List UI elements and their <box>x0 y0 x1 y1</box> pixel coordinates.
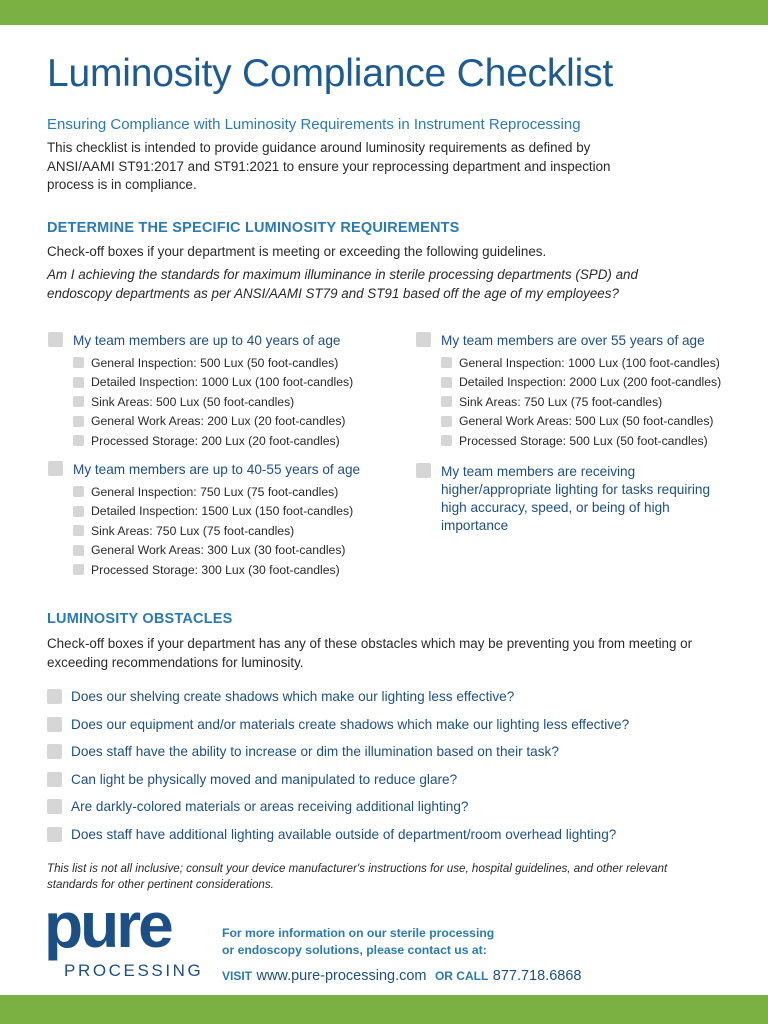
sub-requirement-label: Detailed Inspection: 2000 Lux (200 foot-candles) <box>459 375 722 390</box>
group-label: My team members are over 55 years of age <box>441 333 705 348</box>
sub-requirement[interactable] <box>441 373 721 393</box>
footnote: This list is not all inclusive; consult your device manufacturer's instructions for use, hospital guidelines, and other relevant standards for other pertinent considerations. <box>47 862 668 891</box>
sub-requirement-label: Processed Storage: 500 Lux (50 foot-candles) <box>459 433 708 448</box>
checkbox[interactable] <box>73 377 84 388</box>
checkbox[interactable] <box>47 717 62 732</box>
sub-requirement-label: General Inspection: 500 Lux (50 foot-candles) <box>91 355 339 370</box>
sub-requirement[interactable] <box>73 502 360 522</box>
sub-requirement[interactable] <box>73 521 360 541</box>
obstacle-item[interactable] <box>47 793 629 821</box>
contact-details <box>222 967 581 985</box>
sub-requirement[interactable] <box>73 482 360 502</box>
page-title: Luminosity Compliance Checklist <box>47 52 614 95</box>
top-accent-bar <box>0 0 768 25</box>
page-subtitle: Ensuring Compliance with Luminosity Requirements in Instrument Reprocessing <box>47 116 581 133</box>
checkbox[interactable] <box>73 564 84 575</box>
obstacle-item[interactable] <box>47 766 629 794</box>
checkbox[interactable] <box>416 463 431 478</box>
logo-wordmark: pure <box>44 889 171 961</box>
sub-requirement-label: Detailed Inspection: 1000 Lux (100 foot-candles) <box>91 375 354 390</box>
obstacle-item[interactable] <box>47 738 629 766</box>
obstacles-instruction: Check-off boxes if your department has any of these obstacles which may be preventing you from meeting or exceeding recommendations for luminosity. <box>47 636 693 670</box>
sub-requirement[interactable] <box>73 373 353 393</box>
sub-requirement[interactable] <box>441 353 721 373</box>
sub-requirement-label: Processed Storage: 300 Lux (30 foot-candles) <box>91 562 340 577</box>
sub-requirement[interactable] <box>73 412 353 432</box>
checkbox[interactable] <box>47 772 62 787</box>
sub-requirement[interactable] <box>441 392 721 412</box>
obstacle-label: Does staff have additional lighting available outside of department/room overhead lighting? <box>71 826 617 842</box>
logo-subtext: PROCESSING <box>64 961 204 980</box>
checkbox[interactable] <box>73 545 84 556</box>
group-checkbox-row[interactable] <box>48 332 353 350</box>
group-checkbox-row[interactable] <box>48 461 360 479</box>
sub-requirement-label: General Work Areas: 200 Lux (20 foot-candles) <box>91 414 346 429</box>
requirement-group-40-55 <box>48 461 360 580</box>
sub-requirement-label: Detailed Inspection: 1500 Lux (150 foot-candles) <box>91 504 354 519</box>
sub-requirement[interactable] <box>73 541 360 561</box>
sub-requirement[interactable] <box>73 560 360 580</box>
intro-paragraph: This checklist is intended to provide guidance around luminosity requirements as defined by ANSI/AAMI ST91:2017 and ST91:2021 to ensure your reprocessing department and inspection process is in compliance. <box>47 140 611 192</box>
sub-requirement-list <box>73 353 353 451</box>
sub-requirement-label: Sink Areas: 750 Lux (75 foot-candles) <box>91 523 295 538</box>
phone-number[interactable]: 877.718.6868 <box>492 968 582 984</box>
contact-line-1: For more information on our sterile processing <box>222 926 495 940</box>
requirements-question: Am I achieving the standards for maximum illuminance in sterile processing departments (SPD) and endoscopy departments as per ANSI/AAMI ST79 and ST91 based off the age of my employees? <box>47 267 638 301</box>
sub-requirement-label: General Work Areas: 300 Lux (30 foot-candles) <box>91 543 346 558</box>
group-label: My team members are receiving higher/appropriate lighting for tasks requiring high accuracy, speed, or being of high importance <box>441 464 711 533</box>
call-label: OR CALL <box>434 969 489 983</box>
checkbox[interactable] <box>441 416 452 427</box>
obstacle-item[interactable] <box>47 711 629 739</box>
group-checkbox-row[interactable] <box>416 463 736 535</box>
checkbox[interactable] <box>416 332 431 347</box>
visit-label: VISIT <box>222 969 253 983</box>
sub-requirement-label: General Work Areas: 500 Lux (50 foot-candles) <box>459 414 714 429</box>
checkbox[interactable] <box>441 377 452 388</box>
group-label: My team members are up to 40-55 years of age <box>73 462 361 477</box>
checkbox[interactable] <box>441 396 452 407</box>
bottom-accent-bar <box>0 995 768 1024</box>
sub-requirement-label: Processed Storage: 200 Lux (20 foot-candles) <box>91 433 340 448</box>
obstacles-heading: LUMINOSITY OBSTACLES <box>47 611 233 627</box>
checkbox[interactable] <box>73 435 84 446</box>
checkbox[interactable] <box>73 486 84 497</box>
checkbox[interactable] <box>47 744 62 759</box>
checkbox[interactable] <box>441 435 452 446</box>
checkbox[interactable] <box>48 461 63 476</box>
sub-requirement[interactable] <box>73 353 353 373</box>
checkbox[interactable] <box>73 396 84 407</box>
group-label: My team members are up to 40 years of age <box>73 333 341 348</box>
sub-requirement[interactable] <box>73 392 353 412</box>
obstacle-label: Does our equipment and/or materials create shadows which make our lighting less effective? <box>71 716 630 732</box>
sub-requirement-list <box>73 482 360 580</box>
obstacle-item[interactable] <box>47 683 629 711</box>
contact-line-2: or endoscopy solutions, please contact us at: <box>222 943 487 957</box>
requirement-group-high-accuracy-lighting <box>416 463 736 535</box>
checkbox[interactable] <box>47 827 62 842</box>
checkbox[interactable] <box>73 506 84 517</box>
obstacle-item[interactable] <box>47 821 629 849</box>
sub-requirement-label: General Inspection: 1000 Lux (100 foot-candles) <box>459 355 720 370</box>
sub-requirement-label: Sink Areas: 750 Lux (75 foot-candles) <box>459 394 663 409</box>
obstacle-label: Does our shelving create shadows which make our lighting less effective? <box>71 689 515 705</box>
obstacle-label: Does staff have the ability to increase or dim the illumination based on their task? <box>71 744 559 760</box>
obstacle-label: Are darkly-colored materials or areas receiving additional lighting? <box>71 799 469 815</box>
checkbox[interactable] <box>73 416 84 427</box>
requirements-heading: DETERMINE THE SPECIFIC LUMINOSITY REQUIREMENTS <box>47 220 460 236</box>
checkbox[interactable] <box>48 332 63 347</box>
sub-requirement-label: General Inspection: 750 Lux (75 foot-candles) <box>91 484 339 499</box>
checkbox[interactable] <box>47 799 62 814</box>
checkbox[interactable] <box>73 525 84 536</box>
checkbox[interactable] <box>47 689 62 704</box>
requirements-instruction: Check-off boxes if your department is meeting or exceeding the following guidelines. <box>47 244 547 259</box>
obstacle-list <box>47 683 629 848</box>
sub-requirement-label: Sink Areas: 500 Lux (50 foot-candles) <box>91 394 295 409</box>
contact-block <box>222 925 581 985</box>
checkbox[interactable] <box>73 357 84 368</box>
website-link[interactable]: www.pure-processing.com <box>256 968 427 984</box>
requirement-group-up-to-40 <box>48 332 353 451</box>
sub-requirement-list <box>441 353 721 451</box>
pure-processing-logo <box>44 889 204 983</box>
sub-requirement[interactable] <box>441 431 721 451</box>
sub-requirement[interactable] <box>73 431 353 451</box>
sub-requirement[interactable] <box>441 412 721 432</box>
group-checkbox-row[interactable] <box>416 332 721 350</box>
requirement-group-over-55 <box>416 332 721 451</box>
obstacle-label: Can light be physically moved and manipulated to reduce glare? <box>71 771 458 787</box>
checkbox[interactable] <box>441 357 452 368</box>
